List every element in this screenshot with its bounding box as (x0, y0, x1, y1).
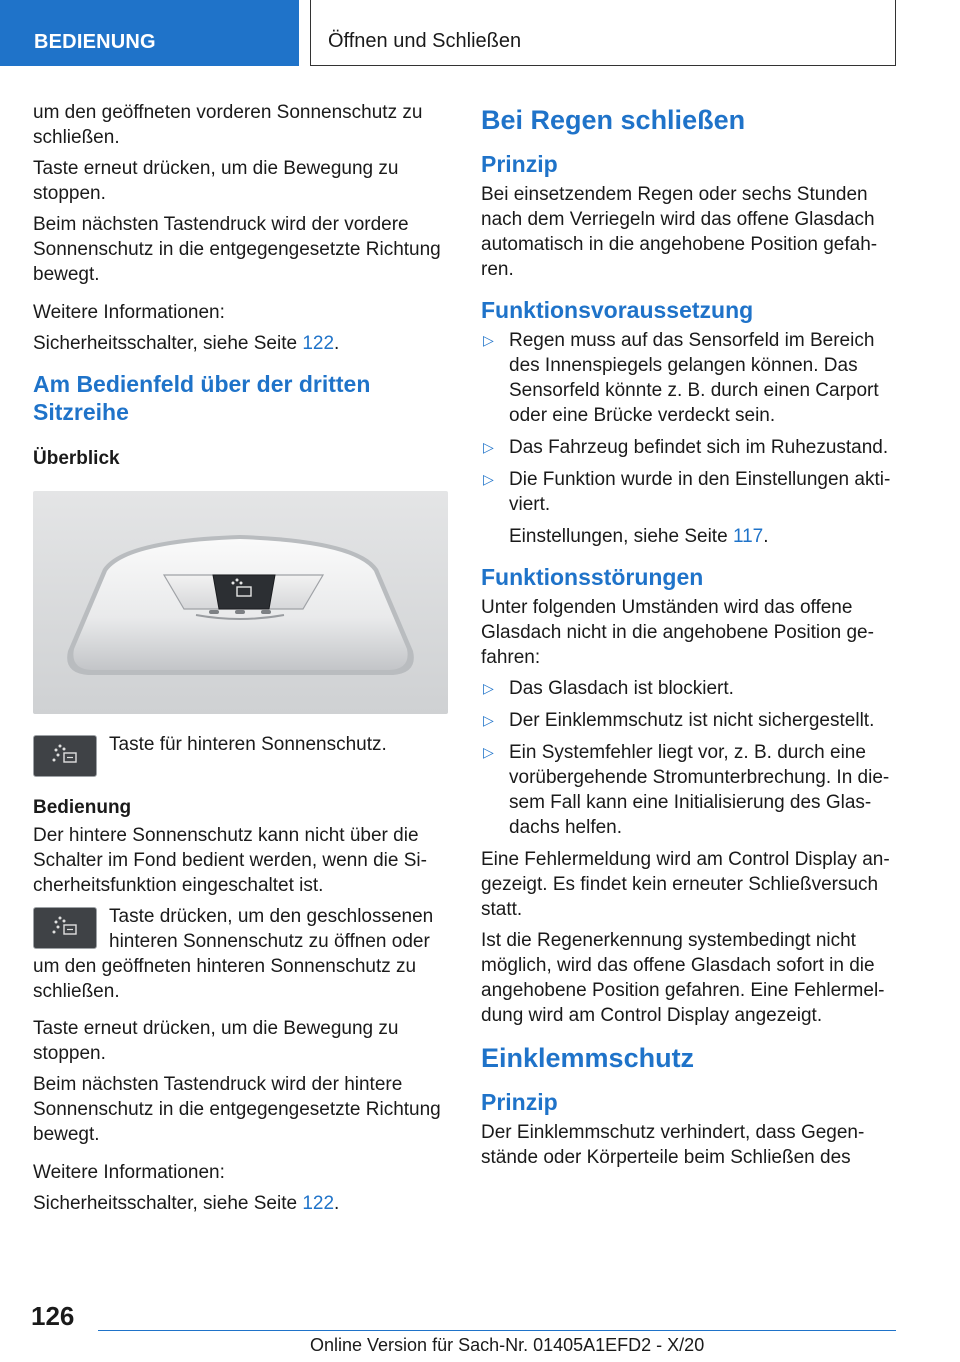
paragraph: Unter folgenden Umständen wird das offene Glasdach nicht in die angehobene Position gefahren: (481, 597, 874, 668)
section-title: BEDIENUNG (34, 31, 156, 53)
cross-reference: Sicherheitsschalter, siehe Seite 122. (33, 333, 340, 354)
heading-faults: Funktionsstörungen (481, 564, 704, 590)
paragraph: Beim nächsten Tastendruck wird der hintere Sonnenschutz in die entgegengesetzte Richtung bewegt. (33, 1074, 441, 1145)
info-label: Weitere Informationen: (33, 302, 225, 323)
faults-list (481, 676, 896, 840)
list-item: ▷ Die Funktion wurde in den Einstellungen aktiviert. (483, 469, 891, 515)
heading-principle: Prinzip (481, 1089, 558, 1115)
icon-row (33, 904, 448, 1010)
list-item: ▷ Das Fahrzeug befindet sich im Ruhezustand. (483, 437, 889, 458)
cross-reference: Sicherheitsschalter, siehe Seite 122. (33, 1193, 340, 1214)
heading-overview: Überblick (33, 448, 120, 469)
list-item: ▷ Ein Systemfehler liegt vor, z. B. durch eine vorübergehende Stromunterbrechung. In diesem Fall kann eine Initialisierung des Glasdachs helfen. (483, 742, 890, 838)
cross-reference: Einstellungen, siehe Seite 117. (509, 526, 769, 547)
icon-caption: Taste drücken, um den geschlossenen hinteren Sonnenschutz zu öffnen oder um den geöffneten hinteren Sonnenschutz zu schließen. (33, 906, 434, 1002)
page-link[interactable]: 122 (302, 333, 335, 354)
chapter-box (310, 0, 896, 66)
list-item: ▷ Regen muss auf das Sensorfeld im Bereich des Innenspiegels gelangen können. Das Sensorfeld könnte z. B. durch einen Carport oder eine Brücke verdeckt sein. (483, 330, 879, 426)
footer-divider (98, 1330, 896, 1331)
page-link[interactable]: 122 (302, 1193, 335, 1214)
sunshade-button-icon (33, 735, 97, 777)
bullet-triangle-icon: ▷ (483, 471, 494, 487)
bullet-triangle-icon: ▷ (483, 439, 494, 455)
bullet-triangle-icon: ▷ (483, 332, 494, 348)
paragraph: Bei einsetzendem Regen oder sechs Stunden nach dem Verriegeln wird das offene Glasdach automatisch in die angehobene Position gefahren. (481, 184, 878, 280)
info-label: Weitere Informationen: (33, 1162, 225, 1183)
list-item: ▷ Das Glasdach ist blockiert. (483, 678, 734, 699)
sunshade-button-icon (33, 907, 97, 949)
control-panel-photo (33, 491, 448, 714)
bullet-triangle-icon: ▷ (483, 744, 494, 760)
heading-pinch-protection: Einklemmschutz (481, 1043, 695, 1073)
chapter-title: Öffnen und Schließen (328, 30, 522, 52)
right-column (481, 100, 896, 1176)
heading-principle: Prinzip (481, 151, 558, 177)
paragraph: Der hintere Sonnenschutz kann nicht über die Schalter im Fond bedient werden, wenn die Sicherheitsfunktion eingeschaltet ist. (33, 825, 427, 896)
heading-requirements: Funktionsvoraussetzung (481, 297, 754, 323)
list-item: ▷ Der Einklemmschutz ist nicht sichergestellt. (483, 710, 875, 731)
paragraph: um den geöffneten vorderen Sonnenschutz zu schließen. (33, 102, 423, 148)
left-column (33, 100, 448, 1222)
section-tab (0, 0, 299, 66)
page-number: 126 (31, 1301, 75, 1331)
paragraph: Taste erneut drücken, um die Bewegung zu stoppen. (33, 158, 399, 204)
paragraph: Der Einklemmschutz verhindert, dass Gegenstände oder Körperteile beim Schließen des (481, 1122, 865, 1168)
paragraph: Eine Fehlermeldung wird am Control Display angezeigt. Es findet kein erneuter Schließversuch statt. (481, 849, 890, 920)
bullet-triangle-icon: ▷ (483, 680, 494, 696)
paragraph: Beim nächsten Tastendruck wird der vordere Sonnenschutz in die entgegengesetzte Richtung bewegt. (33, 214, 441, 285)
paragraph: Taste erneut drücken, um die Bewegung zu stoppen. (33, 1018, 399, 1064)
icon-caption: Taste für hinteren Sonnenschutz. (109, 734, 387, 755)
page-link[interactable]: 117 (732, 526, 764, 547)
bullet-triangle-icon: ▷ (483, 712, 494, 728)
footer-online-version: Online Version für Sach-Nr. 01405A1EFD2 - X/20 (310, 1335, 705, 1355)
icon-row (33, 732, 448, 779)
heading-panel: Am Bedienfeld über der dritten Sitzreihe (33, 371, 371, 425)
requirements-list (481, 328, 896, 517)
paragraph: Ist die Regenerkennung systembedingt nicht möglich, wird das offene Glasdach sofort in die angehobene Position gefahren. Eine Fehlermeldung wird am Control Display angezeigt. (481, 930, 885, 1026)
heading-operation: Bedienung (33, 797, 132, 818)
heading-rain-close: Bei Regen schließen (481, 105, 746, 135)
